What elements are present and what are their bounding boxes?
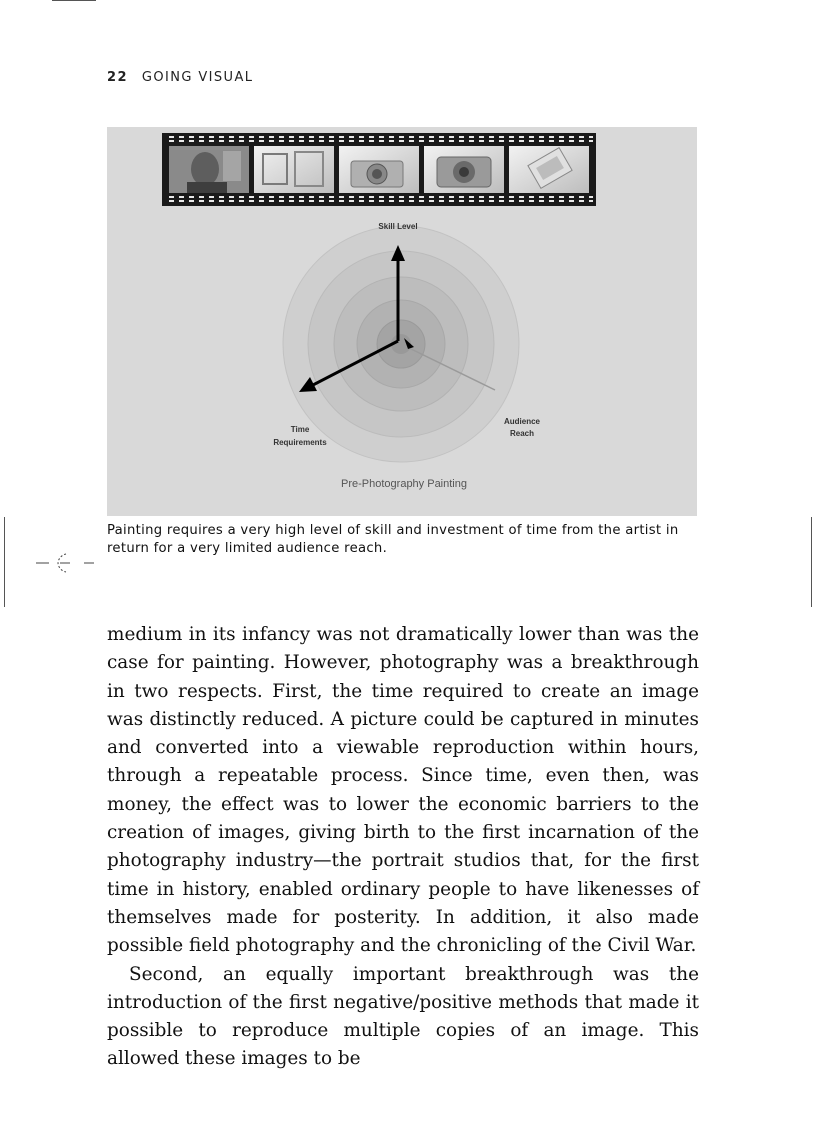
body-text [107,621,699,1074]
concentric-circles [283,226,519,462]
running-title: GOING VISUAL [141,70,254,85]
page-number: 22 [107,70,128,85]
figure-illustration [107,127,697,516]
filmstrip-frame-camera [339,146,419,193]
axis-label-skill-level: Skill Level [378,222,418,231]
crop-mark-left [4,517,5,607]
registration-mark-icon [36,548,96,578]
axis-label-audience-line2: Reach [509,429,535,438]
axis-label-time-line1: Time [290,425,310,434]
filmstrip-frame-portrait [169,146,249,193]
axis-label-audience-line1: Audience [503,417,541,426]
filmstrip-frame-camera-film [509,146,589,193]
axis-label-time-line2: Requirements [273,438,327,447]
crop-mark-top [52,0,96,1]
figure-caption: Painting requires a very high level of skill and investment of time from the artist in return for a very limited audience reach. [107,523,679,556]
running-header [107,70,253,85]
paragraph-1: medium in its infancy was not dramatically lower than was the case for painting. However, photography was a breakthrough in two respects. First, the time required to create an image was distinctly reduced. A picture could be captured in minutes and converted into a viewable reproduction within hours, through a repeatable process. Since time, even then, was money, the effect was to lower the economic barriers to the creation of images, giving birth to the first incarnation of the photography industry—the portrait studios that, for the first time in history, enabled ordinary people to have likenesses of themselves made for posterity. In addition, it also made possible field photography and the chronicling of the Civil War. [107,624,699,957]
figure-painting-diagram [107,127,697,516]
filmstrip [162,133,596,206]
crop-mark-right [811,517,812,607]
figure-title: Pre-Photography Painting [341,478,467,490]
filmstrip-frame-framed-pictures [254,146,334,193]
filmstrip-frame-vintage-camera [424,146,504,193]
paragraph-2: Second, an equally important breakthrough was the introduction of the first negative/positive methods that made it possible to reproduce multiple copies of an image. This allowed these images to be [107,963,699,1070]
